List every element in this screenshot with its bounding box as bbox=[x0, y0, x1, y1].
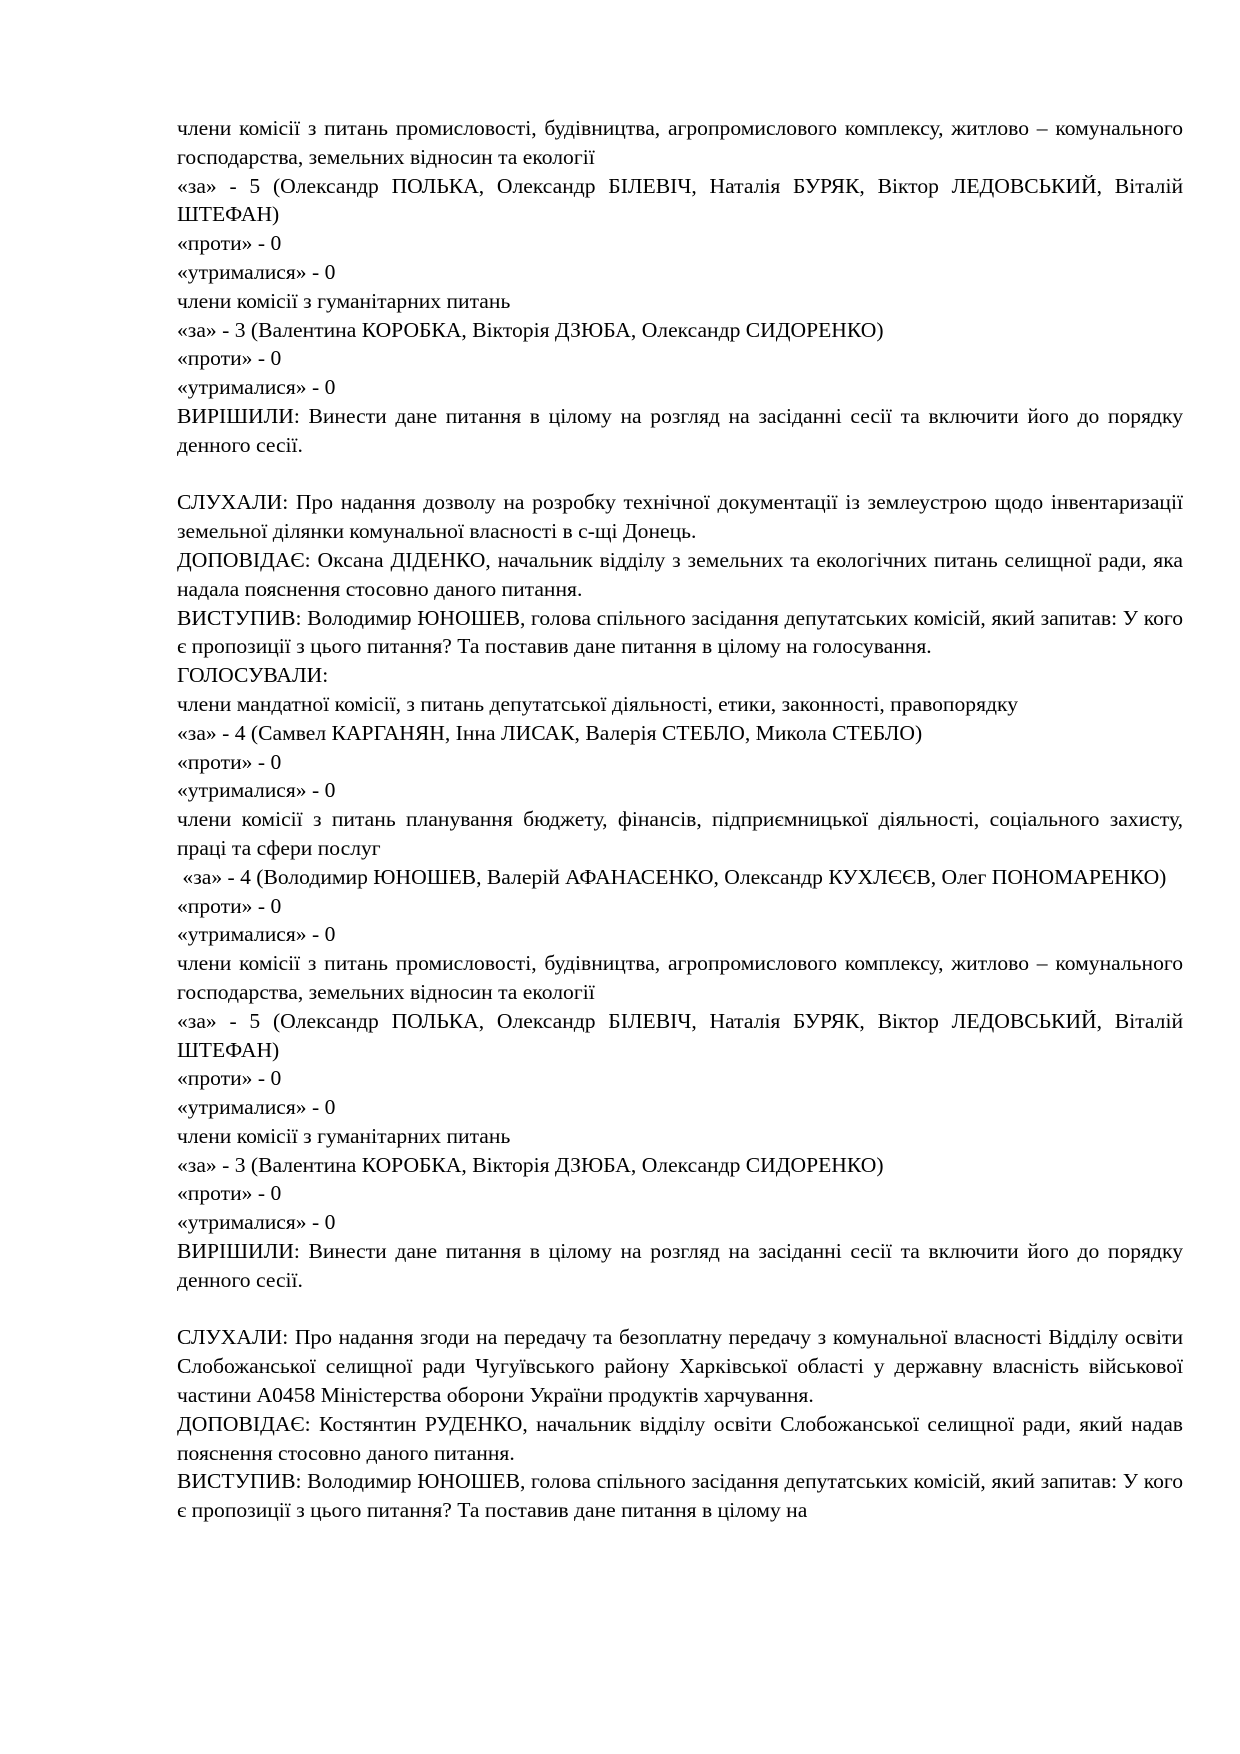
decision-paragraph: ВИРІШИЛИ: Винести дане питання в цілому на розгляд на засіданні сесії та включити його до порядку денного сесії. bbox=[177, 403, 1189, 457]
heard-paragraph: СЛУХАЛИ: Про надання згоди на передачу та безоплатну передачу з комунальної власності Відділу освіти Слобожанської селищної ради Чугуївського району Харківської області у державну власність військової частини А0458 Міністерства оборони України продуктів харчування. bbox=[177, 1325, 1189, 1408]
vote-abstained: «утрималися» - 0 bbox=[177, 1095, 336, 1120]
vote-abstained: «утрималися» - 0 bbox=[177, 375, 336, 400]
agenda-item-block bbox=[177, 488, 1189, 1294]
vote-for: «за» - 3 (Валентина КОРОБКА, Вікторія ДЗЮБА, Олександр СИДОРЕНКО) bbox=[177, 317, 884, 342]
vote-for: «за» - 4 (Володимир ЮНОШЕВ, Валерій АФАНАСЕНКО, Олександр КУХЛЄЄВ, Олег ПОНОМАРЕНКО) bbox=[177, 864, 1167, 889]
vote-against: «проти» - 0 bbox=[177, 749, 282, 774]
reporter-paragraph: ДОПОВІДАЄ: Костянтин РУДЕНКО, начальник відділу освіти Слобожанської селищної ради, який надав пояснення стосовно даного питання. bbox=[177, 1411, 1189, 1465]
committee-name: члени комісії з питань планування бюджету, фінансів, підприємницької діяльності, соціального захисту, праці та сфери послуг bbox=[177, 807, 1189, 860]
vote-against: «проти» - 0 bbox=[177, 346, 282, 371]
committee-name: члени комісії з гуманітарних питань bbox=[177, 1123, 511, 1148]
voted-heading: ГОЛОСУВАЛИ: bbox=[177, 663, 329, 688]
speaker-paragraph: ВИСТУПИВ: Володимир ЮНОШЕВ, голова спільного засідання депутатських комісій, який запитав: У кого є пропозиції з цього питання? Та поставив дане питання в цілому на голосування. bbox=[177, 605, 1189, 659]
committee-name: члени комісії з питань промисловості, будівництва, агропромислового комплексу, житлово – комунального господарства, земельних відносин та екології bbox=[177, 116, 1189, 169]
vote-abstained: «утрималися» - 0 bbox=[177, 778, 336, 803]
vote-against: «проти» - 0 bbox=[177, 893, 282, 918]
vote-for: «за» - 5 (Олександр ПОЛЬКА, Олександр БІЛЕВІЧ, Наталія БУРЯК, Віктор ЛЕДОВСЬКИЙ, Віталій ШТЕФАН) bbox=[177, 1008, 1189, 1062]
document-page bbox=[177, 114, 1189, 1525]
speaker-paragraph: ВИСТУПИВ: Володимир ЮНОШЕВ, голова спільного засідання депутатських комісій, який запитав: У кого є пропозиції з цього питання? Та поставив дане питання в цілому на bbox=[177, 1469, 1189, 1523]
vote-abstained: «утрималися» - 0 bbox=[177, 259, 336, 284]
committee-name: члени мандатної комісії, з питань депутатської діяльності, етики, законності, правопорядку bbox=[177, 691, 1018, 716]
committee-name: члени комісії з питань промисловості, будівництва, агропромислового комплексу, житлово – комунального господарства, земельних відносин та екології bbox=[177, 951, 1189, 1004]
vote-against: «проти» - 0 bbox=[177, 231, 282, 256]
paragraph-spacer bbox=[177, 460, 1183, 489]
committee-name: члени комісії з гуманітарних питань bbox=[177, 288, 511, 313]
vote-for: «за» - 4 (Самвел КАРГАНЯН, Інна ЛИСАК, Валерія СТЕБЛО, Микола СТЕБЛО) bbox=[177, 720, 923, 745]
decision-paragraph: ВИРІШИЛИ: Винести дане питання в цілому на розгляд на засіданні сесії та включити його до порядку денного сесії. bbox=[177, 1239, 1189, 1292]
voting-results-block bbox=[177, 114, 1189, 460]
vote-against: «проти» - 0 bbox=[177, 1181, 282, 1206]
vote-for: «за» - 5 (Олександр ПОЛЬКА, Олександр БІЛЕВІЧ, Наталія БУРЯК, Віктор ЛЕДОВСЬКИЙ, Віталій ШТЕФАН) bbox=[177, 173, 1189, 227]
vote-abstained: «утрималися» - 0 bbox=[177, 1210, 336, 1235]
heard-paragraph: СЛУХАЛИ: Про надання дозволу на розробку технічної документації із землеустрою щодо інвентаризації земельної ділянки комунальної власності в с-щі Донець. bbox=[177, 490, 1189, 544]
agenda-item-block bbox=[177, 1323, 1189, 1525]
reporter-paragraph: ДОПОВІДАЄ: Оксана ДІДЕНКО, начальник відділу з земельних та екологічних питань селищної ради, яка надала пояснення стосовно даного питання. bbox=[177, 547, 1189, 601]
paragraph-spacer bbox=[177, 1295, 1183, 1324]
vote-for: «за» - 3 (Валентина КОРОБКА, Вікторія ДЗЮБА, Олександр СИДОРЕНКО) bbox=[177, 1152, 884, 1177]
vote-against: «проти» - 0 bbox=[177, 1066, 282, 1091]
vote-abstained: «утрималися» - 0 bbox=[177, 922, 336, 947]
